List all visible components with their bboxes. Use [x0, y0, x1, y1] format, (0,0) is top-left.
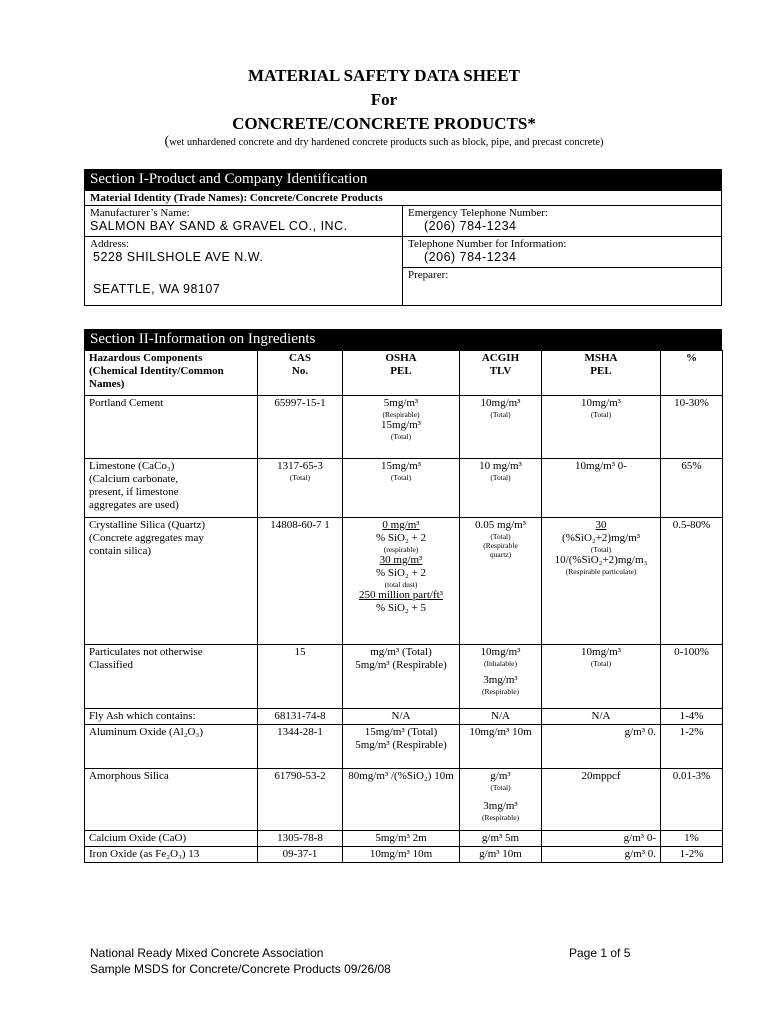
fraction-denominator: % SiO₂ + 2 [375, 532, 427, 544]
acgih-tlv [460, 459, 542, 518]
value-text: 15mg/m³ [381, 460, 421, 472]
component-name [85, 518, 258, 645]
value-note: (Respirable particulate) [565, 567, 637, 576]
percent: 0-100% [661, 645, 723, 709]
cas-number: 09-37-1 [258, 847, 343, 863]
value-note: (Total) [490, 473, 511, 482]
fraction-numerator: 30 [595, 519, 607, 531]
percent: 1-2% [661, 847, 723, 863]
table-row [85, 831, 723, 847]
component-name: Portland Cement [85, 396, 258, 459]
osha-pel [343, 396, 460, 459]
acgih-tlv: N/A [460, 709, 542, 725]
value-note: (total dust) [384, 580, 418, 589]
header-text: PEL [590, 365, 612, 377]
value-text: 10mg/m³ [480, 646, 521, 658]
address-line2: SEATTLE, WA 98107 [93, 282, 221, 296]
table-row [85, 645, 723, 709]
footer-association: National Ready Mixed Concrete Association [90, 946, 324, 960]
document-title-for: For [370, 90, 398, 109]
osha-pel [343, 459, 460, 518]
address-line1: 5228 SHILSHOLE AVE N.W. [93, 250, 264, 264]
material-identity: Material Identity (Trade Names): Concrete/Concrete Products [85, 191, 722, 206]
name-line: Classified [89, 659, 133, 671]
preparer-cell [403, 268, 722, 306]
header-text: No. [291, 365, 309, 377]
col-header-cas [258, 351, 343, 396]
msha-pel [542, 518, 661, 645]
percent: 0.01-3% [661, 769, 723, 831]
fraction-denominator: (%SiO₂+2)mg/m³ [561, 532, 641, 544]
preparer-label: Preparer: [408, 269, 449, 282]
document-title: MATERIAL SAFETY DATA SHEET [248, 66, 520, 85]
value-text: 10mg/m³ [581, 397, 621, 409]
table-row [85, 709, 723, 725]
osha-pel [343, 518, 460, 645]
table-row [85, 459, 723, 518]
header-text: Names) [89, 378, 125, 390]
manufacturer-value: SALMON BAY SAND & GRAVEL CO., INC. [90, 219, 348, 233]
col-header-acgih [460, 351, 542, 396]
value-text: g/m³ [490, 770, 511, 782]
col-header-msha [542, 351, 661, 396]
percent: 0.5-80% [661, 518, 723, 645]
acgih-tlv [460, 645, 542, 709]
header-text: MSHA [584, 352, 618, 364]
header-text: Hazardous Components [89, 352, 203, 364]
value-text: 1317-65-3 [277, 460, 323, 472]
value-note: (Inhalable) [484, 659, 517, 668]
acgih-tlv [460, 396, 542, 459]
component-name: Iron Oxide (as Fe₂O₃) 13 [85, 847, 258, 863]
table-row [85, 769, 723, 831]
header-text: TLV [489, 365, 512, 377]
value-note: (respirable) [383, 545, 419, 554]
percent: 1% [661, 831, 723, 847]
msha-pel: N/A [542, 709, 661, 725]
value-text: 10mg/m³ [581, 646, 621, 658]
info-cell [403, 237, 722, 268]
header-text: CAS [288, 352, 311, 364]
header-text: PEL [390, 365, 412, 377]
table-row [85, 518, 723, 645]
address-cell [85, 237, 403, 306]
value-note: (Respirable [483, 541, 518, 550]
percent: 65% [661, 459, 723, 518]
fraction-numerator: 0 mg/m³ [382, 519, 420, 531]
component-name [85, 459, 258, 518]
component-name: Calcium Oxide (CaO) [85, 831, 258, 847]
component-name [85, 645, 258, 709]
fraction-denominator: % SiO₂ + 2 [375, 567, 427, 579]
section2-header: Section II-Information on Ingredients [84, 329, 722, 350]
col-header-percent [661, 351, 723, 396]
section1-header: Section I-Product and Company Identification [84, 169, 722, 190]
cas-number: 1344-28-1 [258, 725, 343, 769]
cas-number: 14808-60-7 1 [258, 518, 343, 645]
cas-number: 61790-53-2 [258, 769, 343, 831]
address-label: Address: [90, 238, 130, 250]
value-note: (Total) [390, 432, 412, 441]
msha-pel: g/m³ 0. [542, 725, 661, 769]
value-text: 5mg/m³ (Respirable) [355, 739, 447, 751]
value-note: (Respirable) [382, 410, 420, 419]
component-name: Amorphous Silica [85, 769, 258, 831]
msha-pel [542, 396, 661, 459]
value-text: 15mg/m³ [381, 419, 421, 431]
osha-pel: 80mg/m³ /(%SiO₂) 10m [343, 769, 460, 831]
component-name: Aluminum Oxide (Al₂O₃) [85, 725, 258, 769]
acgih-tlv: g/m³ 10m [460, 847, 542, 863]
value-text: 0.05 mg/m³ [475, 519, 526, 531]
name-line: (Calcium carbonate, [89, 473, 179, 485]
cas-number: 15 [258, 645, 343, 709]
fraction-numerator: 250 million part/ft³ [359, 589, 443, 601]
value-text: 15mg/m³ (Total) [364, 726, 438, 738]
col-header-components [85, 351, 258, 396]
header-text: OSHA [385, 352, 417, 364]
fraction-numerator: 30 mg/m³ [379, 554, 423, 566]
value-note: (Total) [590, 410, 612, 419]
msha-pel: g/m³ 0. [542, 847, 661, 863]
msha-pel: 10mg/m³ 0- [542, 459, 661, 518]
percent: 10-30% [661, 396, 723, 459]
osha-pel: N/A [343, 709, 460, 725]
value-note: (Total) [390, 473, 412, 482]
value-text: 5mg/m³ [383, 397, 419, 409]
value-note: (Total) [590, 545, 612, 554]
table-row [85, 396, 723, 459]
value-text: 10/(%SiO₂+2)mg/m₃ [554, 554, 648, 566]
name-line: Limestone (CaCo₃) [89, 460, 175, 472]
name-line: Crystalline Silica (Quartz) [89, 519, 206, 531]
osha-pel: 5mg/m³ 2m [343, 831, 460, 847]
name-line: present, if limestone [89, 486, 179, 498]
section2-table-wrap [84, 350, 722, 863]
subtitle-paren: ( [164, 134, 170, 149]
component-name: Fly Ash which contains: [85, 709, 258, 725]
acgih-tlv [460, 769, 542, 831]
value-note: (Total) [490, 410, 511, 419]
info-value: (206) 784-1234 [424, 250, 517, 264]
info-label: Telephone Number for Information: [408, 238, 567, 250]
value-text: 3mg/m³ [483, 674, 518, 686]
document-subtitle [0, 134, 768, 150]
value-text: 10mg/m³ [480, 397, 521, 409]
value-note: (Respirable) [481, 813, 520, 822]
fraction-denominator: % SiO₂ + 5 [375, 602, 427, 614]
percent: 1-4% [661, 709, 723, 725]
col-header-osha [343, 351, 460, 396]
percent: 1-2% [661, 725, 723, 769]
section1-table [84, 190, 722, 306]
header-text: (Chemical Identity/Common [89, 365, 224, 377]
header-text: % [686, 352, 697, 364]
document-title-product: CONCRETE/CONCRETE PRODUCTS* [232, 114, 536, 133]
subtitle-text: wet unhardened concrete and dry hardened concrete products such as block, pipe, and precast concrete) [169, 137, 604, 148]
cas-number: 1305-78-8 [258, 831, 343, 847]
manufacturer-cell [85, 206, 403, 237]
emergency-cell [403, 206, 722, 237]
footer-sample: Sample MSDS for Concrete/Concrete Products 09/26/08 [90, 962, 391, 976]
table-header-row [85, 351, 723, 396]
value-note: quartz) [489, 550, 512, 559]
value-text: mg/m³ (Total) [370, 646, 432, 658]
osha-pel: 10mg/m³ 10m [343, 847, 460, 863]
name-line: (Concrete aggregates may [89, 532, 204, 544]
value-text: 10 mg/m³ [479, 460, 522, 472]
ingredients-table [84, 350, 723, 863]
manufacturer-label: Manufacturer’s Name: [90, 207, 190, 219]
table-row [85, 847, 723, 863]
value-note: (Total) [590, 659, 612, 668]
value-note: (Respirable) [481, 687, 520, 696]
msha-pel [542, 645, 661, 709]
msha-pel: 20mppcf [542, 769, 661, 831]
emergency-value: (206) 784-1234 [424, 219, 517, 233]
acgih-tlv [460, 518, 542, 645]
msha-pel: g/m³ 0- [542, 831, 661, 847]
name-line: contain silica) [89, 545, 152, 557]
name-line: Particulates not otherwise [89, 646, 203, 658]
emergency-label: Emergency Telephone Number: [408, 207, 548, 219]
table-row [85, 725, 723, 769]
value-text: 3mg/m³ [483, 800, 518, 812]
cas-number: 65997-15-1 [258, 396, 343, 459]
value-note: (Total) [490, 532, 511, 541]
header-text: ACGIH [481, 352, 520, 364]
value-note: (Total) [289, 473, 311, 482]
acgih-tlv: g/m³ 5m [460, 831, 542, 847]
value-note: (Total) [490, 783, 511, 792]
cas-number [258, 459, 343, 518]
value-text: 5mg/m³ (Respirable) [355, 659, 447, 671]
name-line: aggregates are used) [89, 499, 179, 511]
footer-page-number: Page 1 of 5 [569, 946, 631, 960]
osha-pel [343, 725, 460, 769]
acgih-tlv: 10mg/m³ 10m [460, 725, 542, 769]
osha-pel [343, 645, 460, 709]
cas-number: 68131-74-8 [258, 709, 343, 725]
